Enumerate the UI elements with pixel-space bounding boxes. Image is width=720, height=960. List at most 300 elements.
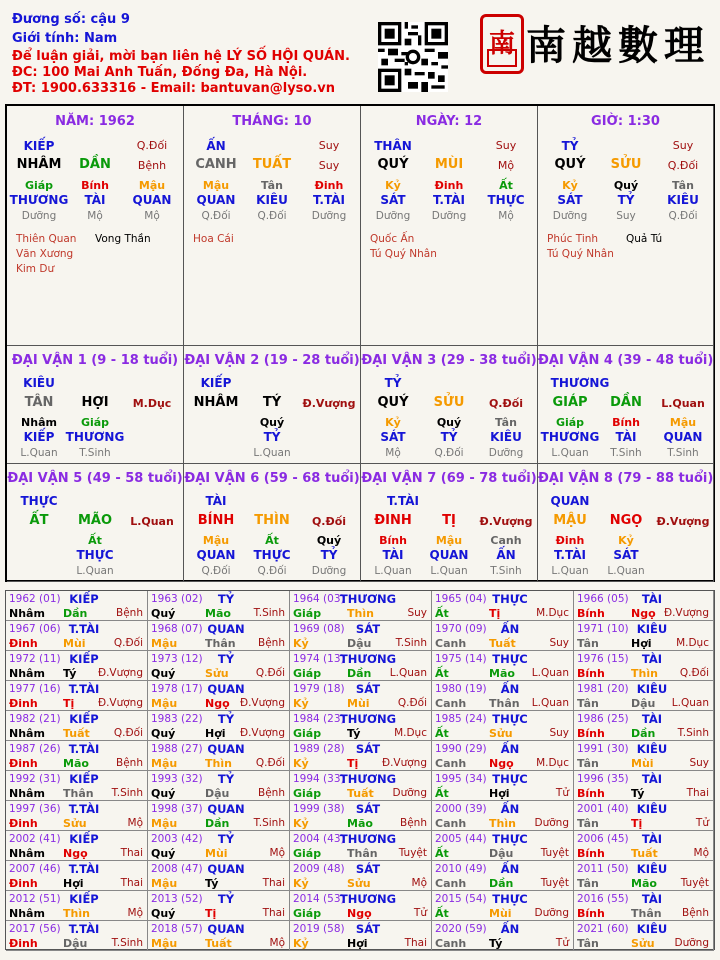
hidden-stem: Giáp [24,179,54,192]
year-label: 1964 (03) [293,593,345,605]
gender-line: Giới tính: Nam [12,31,118,46]
hidden-star: TÀI [84,193,106,207]
year-label: 2002 (41) [9,833,61,845]
year-branch: Hợi [63,877,84,890]
year-star: ẤN [500,622,520,636]
hidden-phase: Suy [616,210,636,222]
dai-van-phase: L.Quan [661,397,705,410]
dai-van-branch: TÝ [262,395,282,410]
year-star: TỶ [217,712,235,726]
year-star: KIẾP [69,892,99,906]
year-branch: Dậu [489,847,514,860]
year-cell [6,651,148,681]
hidden-stem: Mậu [138,179,166,192]
year-phase: Bệnh [400,817,427,829]
year-star: TỶ [217,592,235,606]
dai-van-title: ĐẠI VẬN 5 (49 - 58 tuổi) [7,471,183,486]
year-cell [574,741,714,771]
year-stem: Ất [435,607,449,620]
year-star: SÁT [355,682,381,696]
year-star: SÁT [355,742,381,756]
year-branch: Thân [63,787,94,800]
dai-van-hidden-stem: Tân [495,416,517,429]
year-star: KIÊU [636,922,668,936]
year-phase: M.Dục [676,637,709,649]
year-phase: Suy [549,727,569,739]
dai-van-hidden-stem: Mậu [202,534,230,547]
year-phase: L.Quan [531,697,569,709]
dai-van-phase: L.Quan [130,515,174,528]
hidden-stem: Bính [81,179,109,192]
spirit-star: Kim Dư [16,263,55,275]
hidden-stem: Tân [672,179,694,192]
year-stem: Bính [577,787,605,800]
year-star: THỰC [492,832,528,846]
dai-van-hidden-star: THƯƠNG [540,430,600,444]
pillar-stem: QUÝ [554,157,586,172]
spirit-star: Vong Thần [95,233,151,245]
year-branch: Tuất [489,637,516,650]
dai-van-hidden-star: TÀI [615,430,637,444]
year-cell [148,711,290,741]
year-phase: Mộ [127,907,143,919]
year-cell [432,921,574,951]
year-stem: Canh [435,757,467,770]
year-stem: Quý [151,667,176,680]
dai-van-hidden-phase: L.Quan [253,447,291,459]
dai-van-stem: ĐINH [374,513,412,528]
dai-van-phase: M.Dục [132,397,172,410]
dai-van-stem: TÂN [24,395,54,410]
year-branch: Thân [489,697,520,710]
year-branch: Tý [63,667,77,680]
year-stem: Kỷ [293,757,309,770]
year-cell [148,831,290,861]
hidden-star: THỰC [487,193,525,207]
year-branch: Mùi [205,847,228,860]
pillar-relation: Suy [672,139,694,152]
dai-van-hidden-star: THỰC [253,548,291,562]
year-label: 1998 (37) [151,803,203,815]
year-label: 1983 (22) [151,713,203,725]
year-branch: Hợi [489,787,510,800]
year-phase: Tử [555,937,569,949]
pillar-stem: NHÂM [16,157,62,172]
year-star: QUAN [207,802,245,816]
year-phase: M.Dục [536,607,569,619]
dai-van-stem: BÍNH [197,513,235,528]
hidden-star: KIÊU [256,193,288,207]
year-label: 1970 (09) [435,623,487,635]
yearly-luck-table [5,590,715,950]
year-branch: Dần [63,607,88,620]
year-star: T.TÀI [68,862,100,876]
dai-van-hidden-phase: L.Quan [76,565,114,577]
year-cell [6,861,148,891]
year-star: THƯƠNG [339,592,397,606]
dai-van-branch: THÌN [254,513,290,528]
year-label: 1990 (29) [435,743,487,755]
year-cell [6,891,148,921]
year-phase: Tử [413,907,427,919]
dai-van-hidden-phase: L.Quan [430,565,468,577]
year-phase: Suy [689,757,709,769]
pillar-stem: QUÝ [377,157,409,172]
pillars-grid [5,104,715,582]
year-stem: Giáp [293,907,322,920]
spirit-star: Thiên Quan [16,233,77,245]
year-star: THƯƠNG [339,712,397,726]
year-cell [6,711,148,741]
year-label: 1972 (11) [9,653,61,665]
year-stem: Mậu [151,697,178,710]
hidden-stem: Ất [499,179,513,192]
year-cell [290,831,432,861]
dai-van-title: ĐẠI VẬN 2 (19 - 28 tuổi) [184,353,360,368]
contact-line: Để luận giải, mời bạn liên hệ LÝ SỐ HỘI QUÁN. [12,49,350,64]
year-star: KIÊU [636,682,668,696]
year-cell [148,921,290,951]
year-star: KIÊU [636,802,668,816]
year-label: 1987 (26) [9,743,61,755]
year-stem: Nhâm [9,907,45,920]
year-branch: Ngọ [347,907,372,920]
year-cell [574,621,714,651]
dai-van-hidden-star: SÁT [380,430,406,444]
year-branch: Tý [631,787,645,800]
dai-van-star: THƯƠNG [550,376,610,390]
pillar-cell [184,106,361,346]
year-stem: Đinh [9,937,38,950]
year-star: THƯƠNG [339,652,397,666]
pillar-stem: CANH [195,157,237,172]
year-star: TỶ [217,832,235,846]
year-phase: Đ.Vượng [239,727,285,739]
year-stem: Mậu [151,877,178,890]
year-star: THỰC [492,712,528,726]
pillar-star: TỶ [561,139,579,153]
year-branch: Mùi [63,637,86,650]
year-phase: Suy [549,637,569,649]
year-stem: Canh [435,937,467,950]
year-star: TÀI [641,832,663,846]
year-phase: Suy [407,607,427,619]
year-stem: Đinh [9,757,38,770]
year-label: 2007 (46) [9,863,61,875]
year-stem: Canh [435,817,467,830]
hidden-star: QUAN [196,193,236,207]
dai-van-stem: MẬU [553,513,587,528]
year-branch: Tý [205,877,219,890]
spirit-star: Văn Xương [16,248,74,260]
pillar-star: THÂN [374,139,412,153]
year-label: 2006 (45) [577,833,629,845]
year-stem: Bính [577,907,605,920]
year-cell [6,771,148,801]
dai-van-hidden-stem: Ất [265,534,279,547]
year-label: 2008 (47) [151,863,203,875]
hidden-phase: Dưỡng [21,210,57,222]
year-phase: T.Sinh [111,937,143,949]
hidden-star: KIÊU [667,193,699,207]
year-stem: Nhâm [9,787,45,800]
dai-van-hidden-star: TỶ [320,548,338,562]
hidden-stem: Kỷ [562,179,578,192]
year-stem: Kỷ [293,877,309,890]
dai-van-hidden-star: QUAN [429,548,469,562]
year-stem: Ất [435,787,449,800]
dai-van-hidden-phase: T.Sinh [667,447,699,459]
red-seal-stamp [480,14,524,74]
hidden-stem: Kỷ [385,179,401,192]
year-phase: Tuyệt [540,877,569,889]
year-stem: Mậu [151,937,178,950]
hidden-phase: Mộ [87,210,103,222]
year-label: 1984 (23) [293,713,345,725]
year-label: 2011 (50) [577,863,629,875]
phone-email-line: ĐT: 1900.633316 - Email: bantuvan@lyso.vn [12,81,336,96]
year-branch: Dần [631,727,656,740]
dai-van-hidden-phase: Mộ [385,447,401,459]
year-cell [432,681,574,711]
hidden-phase: Dưỡng [311,210,347,222]
year-star: THỰC [492,892,528,906]
dai-van-hidden-stem: Canh [490,534,522,547]
year-label: 1962 (01) [9,593,61,605]
year-label: 2010 (49) [435,863,487,875]
dai-van-hidden-phase: Q.Đối [257,565,287,577]
year-label: 1969 (08) [293,623,345,635]
year-branch: Thân [205,637,236,650]
qr-code-icon [378,22,448,92]
year-label: 1979 (18) [293,683,345,695]
year-stem: Tân [577,697,599,710]
dai-van-star: TÀI [205,494,227,508]
dai-van-stem: NHÂM [193,395,239,410]
year-cell [290,711,432,741]
year-cell [6,621,148,651]
year-branch: Dần [205,817,230,830]
dai-van-stem: QUÝ [377,395,409,410]
pillar-relation: Suy [495,139,517,152]
year-stem: Kỷ [293,817,309,830]
hidden-star: T.TÀI [433,193,465,207]
year-label: 1967 (06) [9,623,61,635]
year-star: KIẾP [69,592,99,606]
year-branch: Mão [347,817,373,830]
dai-van-hidden-star: TỶ [440,430,458,444]
year-label: 1995 (34) [435,773,487,785]
year-star: T.TÀI [68,682,100,696]
year-star: T.TÀI [68,742,100,756]
dai-van-hidden-stem: Quý [316,534,342,547]
dai-van-phase: Q.Đối [311,515,347,528]
year-stem: Kỷ [293,697,309,710]
dai-van-phase: Đ.Vượng [479,515,533,528]
dai-van-hidden-stem: Quý [259,416,285,429]
year-star: QUAN [207,742,245,756]
year-cell [6,741,148,771]
dai-van-stem: ẤT [29,513,49,528]
year-label: 2020 (59) [435,923,487,935]
year-cell [148,861,290,891]
dai-van-hidden-stem: Ất [88,534,102,547]
year-branch: Ngọ [489,757,514,770]
year-star: KIÊU [636,622,668,636]
year-stem: Mậu [151,637,178,650]
year-stem: Quý [151,607,176,620]
year-phase: Bệnh [116,757,143,769]
year-star: ẤN [500,862,520,876]
year-label: 2003 (42) [151,833,203,845]
year-phase: Đ.Vượng [239,697,285,709]
pillar-relation: Q.Đối [136,139,168,152]
year-branch: Tuất [63,727,90,740]
dai-van-hidden-stem: Kỷ [385,416,401,429]
pillar-branch: DẦN [79,157,111,172]
year-phase: Bệnh [116,607,143,619]
year-phase: Bệnh [258,637,285,649]
year-cell [6,801,148,831]
dai-van-hidden-star: TỶ [263,430,281,444]
spirit-star: Tú Quý Nhân [370,248,437,260]
year-cell [574,801,714,831]
dai-van-hidden-star: SÁT [613,548,639,562]
dai-van-title: ĐẠI VẬN 8 (79 - 88 tuổi) [538,471,714,486]
year-label: 1965 (04) [435,593,487,605]
year-star: THỰC [492,772,528,786]
year-star: SÁT [355,922,381,936]
hidden-star: SÁT [557,193,583,207]
year-stem: Canh [435,877,467,890]
year-phase: Tử [555,787,569,799]
year-branch: Thìn [63,907,90,920]
dai-van-cell [538,346,714,464]
dai-van-hidden-stem: Đinh [555,534,585,547]
year-label: 1975 (14) [435,653,487,665]
pillar-star: ẤN [206,139,226,153]
year-star: T.TÀI [68,622,100,636]
pillar-title: GIỜ: 1:30 [591,114,660,129]
year-cell [432,891,574,921]
spirit-star: Tú Quý Nhân [547,248,614,260]
year-phase: Tử [695,817,709,829]
year-stem: Nhâm [9,847,45,860]
spirit-star: Quốc Ấn [370,233,415,245]
year-label: 2013 (52) [151,893,203,905]
year-branch: Tị [63,697,75,710]
year-phase: Q.Đối [113,727,143,739]
dai-van-hidden-star: THƯƠNG [65,430,125,444]
year-label: 1976 (15) [577,653,629,665]
hidden-phase: Dưỡng [375,210,411,222]
year-star: SÁT [355,862,381,876]
year-cell [432,711,574,741]
year-cell [290,651,432,681]
dai-van-star: KIẾP [200,376,232,390]
hidden-stem: Tân [261,179,283,192]
year-branch: Hợi [347,937,368,950]
dai-van-hidden-phase: L.Quan [374,565,412,577]
dai-van-title: ĐẠI VẬN 7 (69 - 78 tuổi) [361,471,537,486]
year-stem: Tân [577,817,599,830]
year-branch: Mão [63,757,89,770]
dai-van-title: ĐẠI VẬN 3 (29 - 38 tuổi) [361,353,537,368]
year-branch: Tuất [347,787,374,800]
year-phase: Tuyệt [680,877,709,889]
pillar-phase: Mộ [497,159,515,172]
year-star: ẤN [500,922,520,936]
year-cell [290,801,432,831]
dai-van-hidden-stem: Giáp [555,416,585,429]
year-cell [432,771,574,801]
year-stem: Giáp [293,667,322,680]
year-stem: Kỷ [293,637,309,650]
year-stem: Đinh [9,637,38,650]
year-label: 1968 (07) [151,623,203,635]
year-branch: Thìn [489,817,516,830]
year-phase: Thai [120,847,143,859]
year-phase: T.Sinh [677,727,709,739]
year-stem: Canh [435,697,467,710]
pillar-cell [361,106,538,346]
year-stem: Canh [435,637,467,650]
year-cell [148,801,290,831]
year-branch: Mùi [489,907,512,920]
year-cell [290,771,432,801]
year-stem: Kỷ [293,937,309,950]
pillar-branch: MÙI [434,157,464,172]
year-label: 2000 (39) [435,803,487,815]
year-cell [148,741,290,771]
year-phase: Đ.Vượng [381,757,427,769]
dai-van-star: QUAN [550,494,590,508]
year-label: 2012 (51) [9,893,61,905]
year-phase: Đ.Vượng [97,697,143,709]
year-cell [290,861,432,891]
year-phase: Bệnh [682,907,709,919]
year-star: THỰC [492,592,528,606]
year-cell [574,771,714,801]
year-label: 1977 (16) [9,683,61,695]
pillar-cell [538,106,714,346]
year-branch: Dậu [205,787,230,800]
year-star: KIẾP [69,712,99,726]
year-cell [574,651,714,681]
year-star: T.TÀI [68,922,100,936]
year-cell [290,741,432,771]
year-label: 2001 (40) [577,803,629,815]
year-stem: Tân [577,937,599,950]
dai-van-cell [7,346,184,464]
pillar-phase: Bệnh [137,159,167,172]
year-phase: Dưỡng [392,787,427,799]
year-phase: Dưỡng [534,817,569,829]
owner-line: Đương số: cậu 9 [12,12,130,27]
year-phase: T.Sinh [253,817,285,829]
year-label: 1974 (13) [293,653,345,665]
dai-van-hidden-phase: Q.Đối [201,565,231,577]
year-label: 1993 (32) [151,773,203,785]
year-label: 1985 (24) [435,713,487,725]
year-star: QUAN [207,682,245,696]
year-stem: Đinh [9,697,38,710]
pillar-title: NĂM: 1962 [55,114,135,129]
year-branch: Ngọ [205,697,230,710]
year-branch: Mão [489,667,515,680]
dai-van-hidden-phase: Dưỡng [311,565,347,577]
year-branch: Ngọ [631,607,656,620]
